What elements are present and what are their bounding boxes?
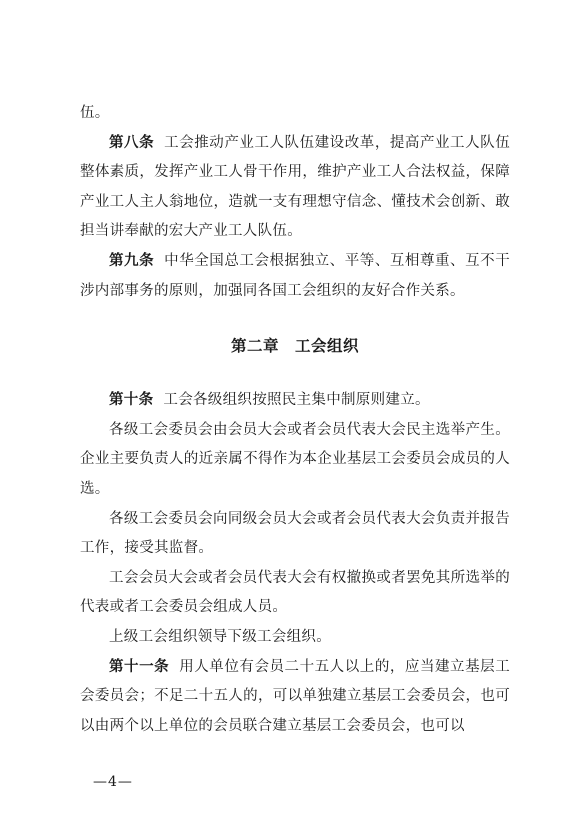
- paragraph: [80, 247, 510, 306]
- paragraph-text: 工会各级组织按照民主集中制原则建立。: [163, 392, 430, 409]
- page-number: —4—: [93, 774, 133, 790]
- article-number: 第十一条: [109, 658, 170, 675]
- paragraph: [80, 416, 510, 505]
- paragraph-text: 各级工会委员会由会员大会或者会员代表大会民主选举产生。企业主要负责人的近亲属不得作为本企业基层工会委员会成员的人选。: [80, 421, 510, 497]
- paragraph-text: 各级工会委员会向同级会员大会或者会员代表大会负责并报告工作，接受其监督。: [80, 510, 510, 557]
- paragraph-text: 工会推动产业工人队伍建设改革，提高产业工人队伍整体素质，发挥产业工人骨干作用，维护产业工人合法权益，保障产业工人主人翁地位，造就一支有理想守信念、懂技术会创新、敢担当讲奉献的宏大产业工人队伍。: [80, 134, 510, 240]
- article-number: 第十条: [109, 392, 154, 409]
- paragraph-text: 中华全国总工会根据独立、平等、互相尊重、互不干涉内部事务的原则，加强同各国工会组织的友好合作关系。: [80, 252, 510, 299]
- paragraph: [80, 505, 510, 564]
- paragraph: [80, 386, 510, 416]
- paragraph: [80, 653, 510, 742]
- paragraph-text: 用人单位有会员二十五人以上的，应当建立基层工会委员会；不足二十五人的，可以单独建立基层工会委员会，也可以由两个以上单位的会员联合建立基层工会委员会，也可以: [80, 658, 510, 734]
- paragraph-text: 工会会员大会或者会员代表大会有权撤换或者罢免其所选举的代表或者工会委员会组成人员。: [80, 569, 510, 616]
- paragraph: [80, 623, 510, 653]
- article-number: 第八条: [109, 134, 155, 151]
- chapter-heading: 第二章 工会组织: [230, 337, 359, 356]
- article-number: 第九条: [109, 252, 155, 269]
- paragraph-text: 上级工会组织领导下级工会组织。: [109, 628, 331, 645]
- paragraph-text: 伍。: [80, 105, 110, 121]
- document-body: [80, 99, 510, 741]
- paragraph: [80, 564, 510, 623]
- paragraph: [80, 129, 510, 247]
- paragraph: [80, 99, 510, 129]
